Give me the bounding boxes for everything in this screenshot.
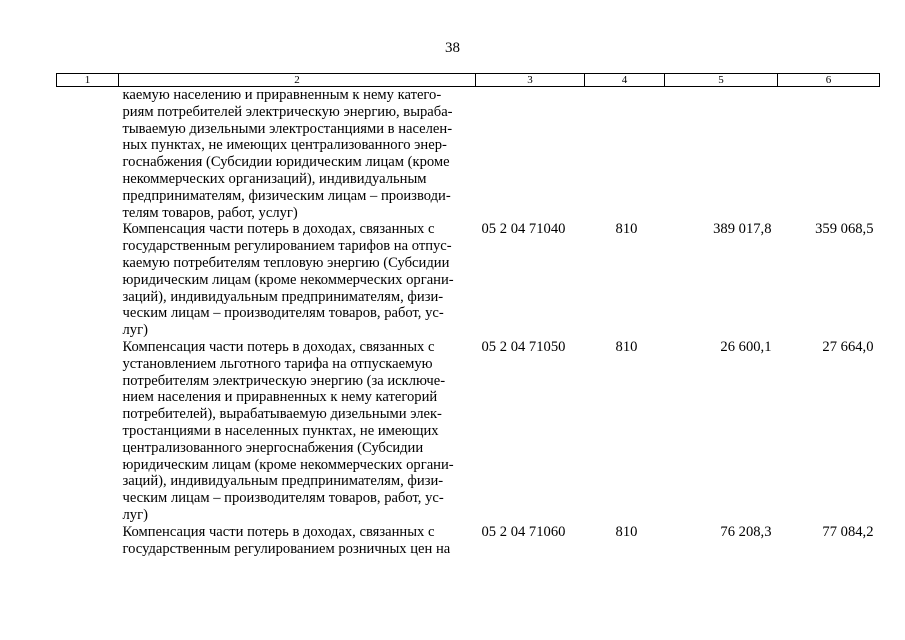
page-number: 38: [445, 40, 460, 56]
description-line: установлением льготного тарифа на отпускаемую: [122, 355, 433, 372]
row-number-cell: [57, 339, 119, 524]
row-number-cell: [57, 87, 119, 222]
row-code: 05 2 04 71040: [481, 221, 566, 238]
description-line: государственным регулированием розничных цен на: [122, 540, 451, 557]
column-header-2: 2: [119, 74, 476, 87]
row-amount-1: 389 017,8: [713, 221, 772, 238]
row-amount-2: 27 664,0: [822, 338, 874, 355]
column-header-1: 1: [57, 74, 119, 87]
row-description: [119, 87, 476, 222]
description-line: предпринимателям, физическим лицам – производи-: [122, 187, 451, 204]
row-amount-2: 359 068,5: [815, 221, 874, 238]
row-description: [119, 339, 476, 524]
row-amount-1: [665, 87, 778, 222]
column-number-row: [57, 74, 880, 87]
row-type: 810: [615, 338, 638, 355]
description-line: каемую населению и приравненным к нему катего-: [122, 87, 442, 103]
column-header-3: 3: [476, 74, 585, 87]
row-type: 810: [615, 523, 638, 540]
description-line: луг): [122, 322, 148, 339]
description-line: риям потребителей электрическую энергию, выраба-: [122, 103, 453, 120]
row-amount-2: 77 084,2: [822, 523, 874, 540]
description-line: Компенсация части потерь в доходах, связанных с: [122, 338, 435, 355]
row-code: [476, 87, 585, 222]
description-line: Компенсация части потерь в доходах, связанных с: [122, 523, 435, 540]
description-line: некоммерческих организаций), индивидуальным: [122, 170, 427, 187]
description-line: тростанциями в населенных пунктах, не имеющих: [122, 422, 439, 439]
description-line: луг): [122, 506, 148, 523]
description-line: нием населения и приравненных к нему категорий: [122, 389, 438, 406]
description-line: государственным регулированием тарифов на отпус-: [122, 238, 452, 255]
description-line: юридическим лицам (кроме некоммерческих органи-: [122, 456, 454, 473]
row-description: [119, 221, 476, 339]
row-type: [585, 87, 665, 222]
table-body: [57, 87, 880, 558]
row-number-cell: [57, 221, 119, 339]
description-line: тываемую дизельными электростанциями в населен-: [122, 120, 453, 137]
row-number-cell: [57, 524, 119, 558]
description-line: централизованного энергоснабжения (Субсидии: [122, 439, 424, 456]
table-row: [57, 221, 880, 339]
table-row: [57, 87, 880, 222]
description-line: потребителям электрическую энергию (за исключе-: [122, 372, 446, 389]
row-amount-2: [778, 87, 880, 222]
description-line: каемую потребителям тепловую энергию (Субсидии: [122, 254, 450, 271]
description-line: юридическим лицам (кроме некоммерческих органи-: [122, 271, 454, 288]
row-amount-1: 26 600,1: [720, 338, 772, 355]
description-line: заций), индивидуальным предпринимателям, физи-: [122, 473, 444, 490]
table-row: [57, 339, 880, 524]
description-line: заций), индивидуальным предпринимателям, физи-: [122, 288, 444, 305]
description-line: ческим лицам – производителям товаров, работ, ус-: [122, 305, 444, 322]
column-header-6: 6: [778, 74, 880, 87]
row-type: 810: [615, 221, 638, 238]
description-line: ных пунктах, не имеющих централизованного энер-: [122, 137, 447, 154]
column-header-4: 4: [585, 74, 665, 87]
table-row: [57, 524, 880, 558]
budget-table: [56, 73, 880, 557]
column-header-5: 5: [665, 74, 778, 87]
row-description: [119, 524, 476, 558]
description-line: телям товаров, работ, услуг): [122, 204, 298, 221]
description-line: потребителей), вырабатываемую дизельными элек-: [122, 406, 442, 423]
row-amount-1: 76 208,3: [720, 523, 772, 540]
description-line: Компенсация части потерь в доходах, связанных с: [122, 221, 435, 238]
description-line: госнабжения (Субсидии юридическим лицам (кроме: [122, 154, 450, 171]
row-code: 05 2 04 71050: [481, 338, 566, 355]
row-code: 05 2 04 71060: [481, 523, 566, 540]
description-line: ческим лицам – производителям товаров, работ, ус-: [122, 490, 444, 507]
